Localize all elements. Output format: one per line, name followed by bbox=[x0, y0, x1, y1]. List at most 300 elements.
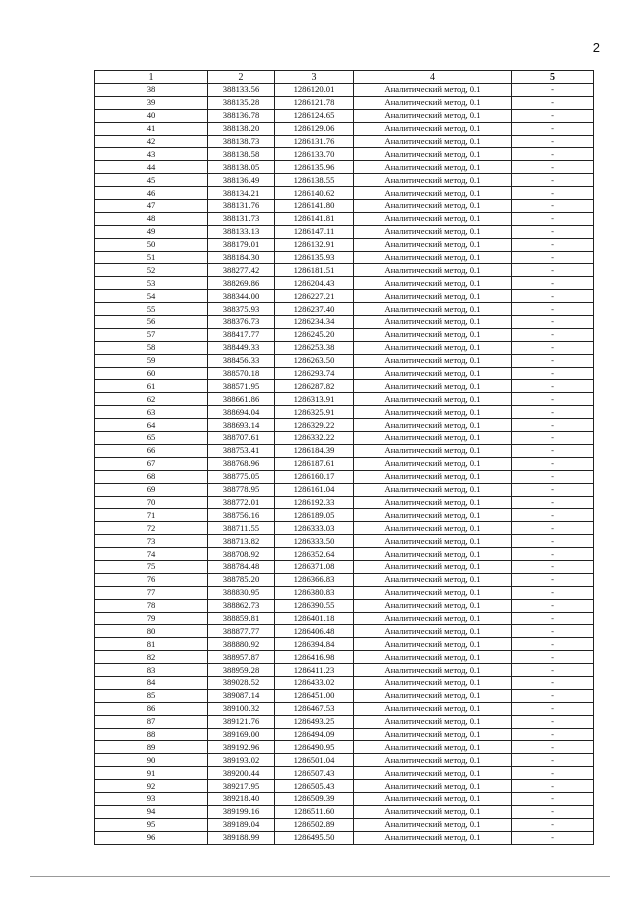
description-cell: - bbox=[512, 548, 594, 561]
y-coordinate-cell: 1286237.40 bbox=[275, 303, 354, 316]
point-number-cell: 65 bbox=[95, 432, 208, 445]
point-number-cell: 83 bbox=[95, 664, 208, 677]
x-coordinate-cell: 388131.73 bbox=[208, 212, 275, 225]
method-cell: Аналитический метод, 0.1 bbox=[354, 548, 512, 561]
description-cell: - bbox=[512, 444, 594, 457]
x-coordinate-cell: 388417.77 bbox=[208, 328, 275, 341]
x-coordinate-cell: 388778.95 bbox=[208, 483, 275, 496]
description-cell: - bbox=[512, 393, 594, 406]
x-coordinate-cell: 388344.00 bbox=[208, 290, 275, 303]
point-number-cell: 38 bbox=[95, 84, 208, 97]
description-cell: - bbox=[512, 522, 594, 535]
x-coordinate-cell: 388138.58 bbox=[208, 148, 275, 161]
point-number-cell: 45 bbox=[95, 174, 208, 187]
table-row bbox=[95, 560, 594, 573]
point-number-cell: 66 bbox=[95, 444, 208, 457]
y-coordinate-cell: 1286141.80 bbox=[275, 200, 354, 213]
x-coordinate-cell: 388859.81 bbox=[208, 612, 275, 625]
method-cell: Аналитический метод, 0.1 bbox=[354, 767, 512, 780]
table-row bbox=[95, 432, 594, 445]
table-row bbox=[95, 573, 594, 586]
x-coordinate-cell: 388269.86 bbox=[208, 277, 275, 290]
description-cell: - bbox=[512, 303, 594, 316]
x-coordinate-cell: 389028.52 bbox=[208, 676, 275, 689]
table-row bbox=[95, 780, 594, 793]
point-number-cell: 81 bbox=[95, 638, 208, 651]
method-cell: Аналитический метод, 0.1 bbox=[354, 522, 512, 535]
point-number-cell: 44 bbox=[95, 161, 208, 174]
point-number-cell: 47 bbox=[95, 200, 208, 213]
y-coordinate-cell: 1286287.82 bbox=[275, 380, 354, 393]
x-coordinate-cell: 388785.20 bbox=[208, 573, 275, 586]
y-coordinate-cell: 1286147.11 bbox=[275, 225, 354, 238]
point-number-cell: 75 bbox=[95, 560, 208, 573]
point-number-cell: 76 bbox=[95, 573, 208, 586]
table-row bbox=[95, 702, 594, 715]
y-coordinate-cell: 1286192.33 bbox=[275, 496, 354, 509]
method-cell: Аналитический метод, 0.1 bbox=[354, 728, 512, 741]
table-row bbox=[95, 96, 594, 109]
method-cell: Аналитический метод, 0.1 bbox=[354, 831, 512, 844]
description-cell: - bbox=[512, 277, 594, 290]
y-coordinate-cell: 1286181.51 bbox=[275, 264, 354, 277]
table-row bbox=[95, 354, 594, 367]
x-coordinate-cell: 389217.95 bbox=[208, 780, 275, 793]
x-coordinate-cell: 388138.20 bbox=[208, 122, 275, 135]
point-number-cell: 72 bbox=[95, 522, 208, 535]
table-row bbox=[95, 535, 594, 548]
x-coordinate-cell: 388959.28 bbox=[208, 664, 275, 677]
point-number-cell: 63 bbox=[95, 406, 208, 419]
y-coordinate-cell: 1286493.25 bbox=[275, 715, 354, 728]
description-cell: - bbox=[512, 470, 594, 483]
x-coordinate-cell: 388772.01 bbox=[208, 496, 275, 509]
description-cell: - bbox=[512, 689, 594, 702]
table-row bbox=[95, 84, 594, 97]
table-row bbox=[95, 380, 594, 393]
point-number-cell: 70 bbox=[95, 496, 208, 509]
x-coordinate-cell: 388775.05 bbox=[208, 470, 275, 483]
table-row bbox=[95, 393, 594, 406]
header-method: 4 bbox=[354, 71, 512, 84]
method-cell: Аналитический метод, 0.1 bbox=[354, 290, 512, 303]
y-coordinate-cell: 1286502.89 bbox=[275, 818, 354, 831]
y-coordinate-cell: 1286121.78 bbox=[275, 96, 354, 109]
description-cell: - bbox=[512, 161, 594, 174]
x-coordinate-cell: 388830.95 bbox=[208, 586, 275, 599]
y-coordinate-cell: 1286333.50 bbox=[275, 535, 354, 548]
y-coordinate-cell: 1286401.18 bbox=[275, 612, 354, 625]
x-coordinate-cell: 388449.33 bbox=[208, 341, 275, 354]
point-number-cell: 60 bbox=[95, 367, 208, 380]
y-coordinate-cell: 1286352.64 bbox=[275, 548, 354, 561]
method-cell: Аналитический метод, 0.1 bbox=[354, 625, 512, 638]
y-coordinate-cell: 1286494.09 bbox=[275, 728, 354, 741]
table-row bbox=[95, 728, 594, 741]
point-number-cell: 58 bbox=[95, 341, 208, 354]
description-cell: - bbox=[512, 805, 594, 818]
x-coordinate-cell: 388862.73 bbox=[208, 599, 275, 612]
y-coordinate-cell: 1286138.55 bbox=[275, 174, 354, 187]
method-cell: Аналитический метод, 0.1 bbox=[354, 457, 512, 470]
point-number-cell: 56 bbox=[95, 316, 208, 329]
table-row bbox=[95, 419, 594, 432]
description-cell: - bbox=[512, 432, 594, 445]
y-coordinate-cell: 1286325.91 bbox=[275, 406, 354, 419]
table-row bbox=[95, 174, 594, 187]
method-cell: Аналитический метод, 0.1 bbox=[354, 122, 512, 135]
table-row bbox=[95, 148, 594, 161]
description-cell: - bbox=[512, 96, 594, 109]
point-number-cell: 57 bbox=[95, 328, 208, 341]
description-cell: - bbox=[512, 818, 594, 831]
y-coordinate-cell: 1286313.91 bbox=[275, 393, 354, 406]
table-row bbox=[95, 316, 594, 329]
table-row bbox=[95, 599, 594, 612]
table-row bbox=[95, 135, 594, 148]
table-row bbox=[95, 212, 594, 225]
method-cell: Аналитический метод, 0.1 bbox=[354, 135, 512, 148]
y-coordinate-cell: 1286161.04 bbox=[275, 483, 354, 496]
x-coordinate-cell: 388136.78 bbox=[208, 109, 275, 122]
method-cell: Аналитический метод, 0.1 bbox=[354, 586, 512, 599]
table-row bbox=[95, 367, 594, 380]
method-cell: Аналитический метод, 0.1 bbox=[354, 328, 512, 341]
method-cell: Аналитический метод, 0.1 bbox=[354, 316, 512, 329]
point-number-cell: 88 bbox=[95, 728, 208, 741]
method-cell: Аналитический метод, 0.1 bbox=[354, 560, 512, 573]
method-cell: Аналитический метод, 0.1 bbox=[354, 187, 512, 200]
page-number: 2 bbox=[592, 40, 600, 55]
method-cell: Аналитический метод, 0.1 bbox=[354, 380, 512, 393]
description-cell: - bbox=[512, 419, 594, 432]
point-number-cell: 90 bbox=[95, 754, 208, 767]
point-number-cell: 74 bbox=[95, 548, 208, 561]
description-cell: - bbox=[512, 380, 594, 393]
table-row bbox=[95, 612, 594, 625]
point-number-cell: 91 bbox=[95, 767, 208, 780]
description-cell: - bbox=[512, 586, 594, 599]
table-row bbox=[95, 328, 594, 341]
point-number-cell: 53 bbox=[95, 277, 208, 290]
x-coordinate-cell: 388570.18 bbox=[208, 367, 275, 380]
y-coordinate-cell: 1286406.48 bbox=[275, 625, 354, 638]
table-row bbox=[95, 818, 594, 831]
table-row bbox=[95, 651, 594, 664]
method-cell: Аналитический метод, 0.1 bbox=[354, 174, 512, 187]
x-coordinate-cell: 388753.41 bbox=[208, 444, 275, 457]
method-cell: Аналитический метод, 0.1 bbox=[354, 225, 512, 238]
table-row bbox=[95, 225, 594, 238]
method-cell: Аналитический метод, 0.1 bbox=[354, 573, 512, 586]
y-coordinate-cell: 1286120.01 bbox=[275, 84, 354, 97]
point-number-cell: 95 bbox=[95, 818, 208, 831]
method-cell: Аналитический метод, 0.1 bbox=[354, 483, 512, 496]
point-number-cell: 51 bbox=[95, 251, 208, 264]
y-coordinate-cell: 1286433.02 bbox=[275, 676, 354, 689]
description-cell: - bbox=[512, 212, 594, 225]
point-number-cell: 62 bbox=[95, 393, 208, 406]
method-cell: Аналитический метод, 0.1 bbox=[354, 148, 512, 161]
point-number-cell: 86 bbox=[95, 702, 208, 715]
description-cell: - bbox=[512, 148, 594, 161]
table-row bbox=[95, 187, 594, 200]
x-coordinate-cell: 388277.42 bbox=[208, 264, 275, 277]
y-coordinate-cell: 1286366.83 bbox=[275, 573, 354, 586]
table-row bbox=[95, 122, 594, 135]
y-coordinate-cell: 1286133.70 bbox=[275, 148, 354, 161]
method-cell: Аналитический метод, 0.1 bbox=[354, 109, 512, 122]
table-row bbox=[95, 303, 594, 316]
x-coordinate-cell: 389087.14 bbox=[208, 689, 275, 702]
x-coordinate-cell: 388708.92 bbox=[208, 548, 275, 561]
coordinates-table bbox=[94, 70, 594, 845]
point-number-cell: 40 bbox=[95, 109, 208, 122]
y-coordinate-cell: 1286135.93 bbox=[275, 251, 354, 264]
table-row bbox=[95, 522, 594, 535]
point-number-cell: 78 bbox=[95, 599, 208, 612]
method-cell: Аналитический метод, 0.1 bbox=[354, 651, 512, 664]
description-cell: - bbox=[512, 122, 594, 135]
method-cell: Аналитический метод, 0.1 bbox=[354, 702, 512, 715]
point-number-cell: 48 bbox=[95, 212, 208, 225]
y-coordinate-cell: 1286394.84 bbox=[275, 638, 354, 651]
table-row bbox=[95, 290, 594, 303]
method-cell: Аналитический метод, 0.1 bbox=[354, 264, 512, 277]
table-row bbox=[95, 444, 594, 457]
x-coordinate-cell: 388957.87 bbox=[208, 651, 275, 664]
y-coordinate-cell: 1286293.74 bbox=[275, 367, 354, 380]
y-coordinate-cell: 1286187.61 bbox=[275, 457, 354, 470]
y-coordinate-cell: 1286160.17 bbox=[275, 470, 354, 483]
table-row bbox=[95, 277, 594, 290]
y-coordinate-cell: 1286131.76 bbox=[275, 135, 354, 148]
y-coordinate-cell: 1286140.62 bbox=[275, 187, 354, 200]
method-cell: Аналитический метод, 0.1 bbox=[354, 393, 512, 406]
y-coordinate-cell: 1286495.50 bbox=[275, 831, 354, 844]
y-coordinate-cell: 1286132.91 bbox=[275, 238, 354, 251]
point-number-cell: 79 bbox=[95, 612, 208, 625]
method-cell: Аналитический метод, 0.1 bbox=[354, 715, 512, 728]
table-row bbox=[95, 341, 594, 354]
x-coordinate-cell: 389218.40 bbox=[208, 792, 275, 805]
point-number-cell: 92 bbox=[95, 780, 208, 793]
y-coordinate-cell: 1286333.03 bbox=[275, 522, 354, 535]
x-coordinate-cell: 388138.73 bbox=[208, 135, 275, 148]
table-row bbox=[95, 251, 594, 264]
y-coordinate-cell: 1286380.83 bbox=[275, 586, 354, 599]
y-coordinate-cell: 1286371.08 bbox=[275, 560, 354, 573]
table-row bbox=[95, 805, 594, 818]
description-cell: - bbox=[512, 715, 594, 728]
description-cell: - bbox=[512, 251, 594, 264]
description-cell: - bbox=[512, 328, 594, 341]
x-coordinate-cell: 389189.04 bbox=[208, 818, 275, 831]
table-row bbox=[95, 548, 594, 561]
method-cell: Аналитический метод, 0.1 bbox=[354, 612, 512, 625]
table-row bbox=[95, 586, 594, 599]
x-coordinate-cell: 388375.93 bbox=[208, 303, 275, 316]
table-row bbox=[95, 831, 594, 844]
point-number-cell: 46 bbox=[95, 187, 208, 200]
x-coordinate-cell: 389100.32 bbox=[208, 702, 275, 715]
table-row bbox=[95, 767, 594, 780]
description-cell: - bbox=[512, 316, 594, 329]
y-coordinate-cell: 1286263.50 bbox=[275, 354, 354, 367]
table-row bbox=[95, 625, 594, 638]
y-coordinate-cell: 1286390.55 bbox=[275, 599, 354, 612]
description-cell: - bbox=[512, 676, 594, 689]
point-number-cell: 93 bbox=[95, 792, 208, 805]
table-row bbox=[95, 509, 594, 522]
description-cell: - bbox=[512, 290, 594, 303]
description-cell: - bbox=[512, 406, 594, 419]
table-row bbox=[95, 792, 594, 805]
method-cell: Аналитический метод, 0.1 bbox=[354, 470, 512, 483]
point-number-cell: 43 bbox=[95, 148, 208, 161]
table-body bbox=[95, 84, 594, 845]
point-number-cell: 96 bbox=[95, 831, 208, 844]
x-coordinate-cell: 389121.76 bbox=[208, 715, 275, 728]
x-coordinate-cell: 388756.16 bbox=[208, 509, 275, 522]
description-cell: - bbox=[512, 200, 594, 213]
description-cell: - bbox=[512, 367, 594, 380]
y-coordinate-cell: 1286184.39 bbox=[275, 444, 354, 457]
point-number-cell: 54 bbox=[95, 290, 208, 303]
description-cell: - bbox=[512, 483, 594, 496]
method-cell: Аналитический метод, 0.1 bbox=[354, 84, 512, 97]
table-row bbox=[95, 496, 594, 509]
table-row bbox=[95, 200, 594, 213]
header-description: 5 bbox=[512, 71, 594, 84]
method-cell: Аналитический метод, 0.1 bbox=[354, 406, 512, 419]
x-coordinate-cell: 388376.73 bbox=[208, 316, 275, 329]
method-cell: Аналитический метод, 0.1 bbox=[354, 509, 512, 522]
x-coordinate-cell: 388138.05 bbox=[208, 161, 275, 174]
header-y-coordinate: 3 bbox=[275, 71, 354, 84]
description-cell: - bbox=[512, 741, 594, 754]
method-cell: Аналитический метод, 0.1 bbox=[354, 251, 512, 264]
y-coordinate-cell: 1286204.43 bbox=[275, 277, 354, 290]
description-cell: - bbox=[512, 754, 594, 767]
x-coordinate-cell: 388711.55 bbox=[208, 522, 275, 535]
point-number-cell: 59 bbox=[95, 354, 208, 367]
description-cell: - bbox=[512, 109, 594, 122]
x-coordinate-cell: 388184.30 bbox=[208, 251, 275, 264]
table-row bbox=[95, 109, 594, 122]
y-coordinate-cell: 1286411.23 bbox=[275, 664, 354, 677]
description-cell: - bbox=[512, 792, 594, 805]
description-cell: - bbox=[512, 599, 594, 612]
description-cell: - bbox=[512, 84, 594, 97]
point-number-cell: 73 bbox=[95, 535, 208, 548]
y-coordinate-cell: 1286509.39 bbox=[275, 792, 354, 805]
y-coordinate-cell: 1286490.95 bbox=[275, 741, 354, 754]
x-coordinate-cell: 388661.86 bbox=[208, 393, 275, 406]
header-point-number: 1 bbox=[95, 71, 208, 84]
method-cell: Аналитический метод, 0.1 bbox=[354, 277, 512, 290]
table-row bbox=[95, 715, 594, 728]
description-cell: - bbox=[512, 780, 594, 793]
description-cell: - bbox=[512, 225, 594, 238]
point-number-cell: 87 bbox=[95, 715, 208, 728]
table-row bbox=[95, 470, 594, 483]
y-coordinate-cell: 1286332.22 bbox=[275, 432, 354, 445]
y-coordinate-cell: 1286189.05 bbox=[275, 509, 354, 522]
method-cell: Аналитический метод, 0.1 bbox=[354, 805, 512, 818]
description-cell: - bbox=[512, 702, 594, 715]
point-number-cell: 39 bbox=[95, 96, 208, 109]
description-cell: - bbox=[512, 728, 594, 741]
y-coordinate-cell: 1286245.20 bbox=[275, 328, 354, 341]
x-coordinate-cell: 388707.61 bbox=[208, 432, 275, 445]
description-cell: - bbox=[512, 135, 594, 148]
description-cell: - bbox=[512, 664, 594, 677]
table-row bbox=[95, 161, 594, 174]
x-coordinate-cell: 389193.02 bbox=[208, 754, 275, 767]
point-number-cell: 49 bbox=[95, 225, 208, 238]
point-number-cell: 41 bbox=[95, 122, 208, 135]
y-coordinate-cell: 1286141.81 bbox=[275, 212, 354, 225]
y-coordinate-cell: 1286501.04 bbox=[275, 754, 354, 767]
table-row bbox=[95, 689, 594, 702]
description-cell: - bbox=[512, 651, 594, 664]
point-number-cell: 84 bbox=[95, 676, 208, 689]
method-cell: Аналитический метод, 0.1 bbox=[354, 238, 512, 251]
x-coordinate-cell: 388713.82 bbox=[208, 535, 275, 548]
description-cell: - bbox=[512, 496, 594, 509]
point-number-cell: 77 bbox=[95, 586, 208, 599]
x-coordinate-cell: 388694.04 bbox=[208, 406, 275, 419]
table-row bbox=[95, 638, 594, 651]
x-coordinate-cell: 389192.96 bbox=[208, 741, 275, 754]
method-cell: Аналитический метод, 0.1 bbox=[354, 818, 512, 831]
header-x-coordinate: 2 bbox=[208, 71, 275, 84]
x-coordinate-cell: 388768.96 bbox=[208, 457, 275, 470]
table-row bbox=[95, 238, 594, 251]
y-coordinate-cell: 1286329.22 bbox=[275, 419, 354, 432]
point-number-cell: 64 bbox=[95, 419, 208, 432]
x-coordinate-cell: 388179.01 bbox=[208, 238, 275, 251]
method-cell: Аналитический метод, 0.1 bbox=[354, 535, 512, 548]
method-cell: Аналитический метод, 0.1 bbox=[354, 367, 512, 380]
table-row bbox=[95, 754, 594, 767]
y-coordinate-cell: 1286467.53 bbox=[275, 702, 354, 715]
description-cell: - bbox=[512, 560, 594, 573]
x-coordinate-cell: 389200.44 bbox=[208, 767, 275, 780]
point-number-cell: 50 bbox=[95, 238, 208, 251]
x-coordinate-cell: 388134.21 bbox=[208, 187, 275, 200]
x-coordinate-cell: 388131.76 bbox=[208, 200, 275, 213]
x-coordinate-cell: 388133.13 bbox=[208, 225, 275, 238]
x-coordinate-cell: 388693.14 bbox=[208, 419, 275, 432]
point-number-cell: 85 bbox=[95, 689, 208, 702]
point-number-cell: 67 bbox=[95, 457, 208, 470]
y-coordinate-cell: 1286416.98 bbox=[275, 651, 354, 664]
table-row bbox=[95, 741, 594, 754]
method-cell: Аналитический метод, 0.1 bbox=[354, 341, 512, 354]
table-header-row bbox=[95, 71, 594, 84]
description-cell: - bbox=[512, 354, 594, 367]
method-cell: Аналитический метод, 0.1 bbox=[354, 354, 512, 367]
method-cell: Аналитический метод, 0.1 bbox=[354, 432, 512, 445]
x-coordinate-cell: 388133.56 bbox=[208, 84, 275, 97]
method-cell: Аналитический метод, 0.1 bbox=[354, 741, 512, 754]
description-cell: - bbox=[512, 625, 594, 638]
point-number-cell: 80 bbox=[95, 625, 208, 638]
y-coordinate-cell: 1286124.65 bbox=[275, 109, 354, 122]
point-number-cell: 82 bbox=[95, 651, 208, 664]
